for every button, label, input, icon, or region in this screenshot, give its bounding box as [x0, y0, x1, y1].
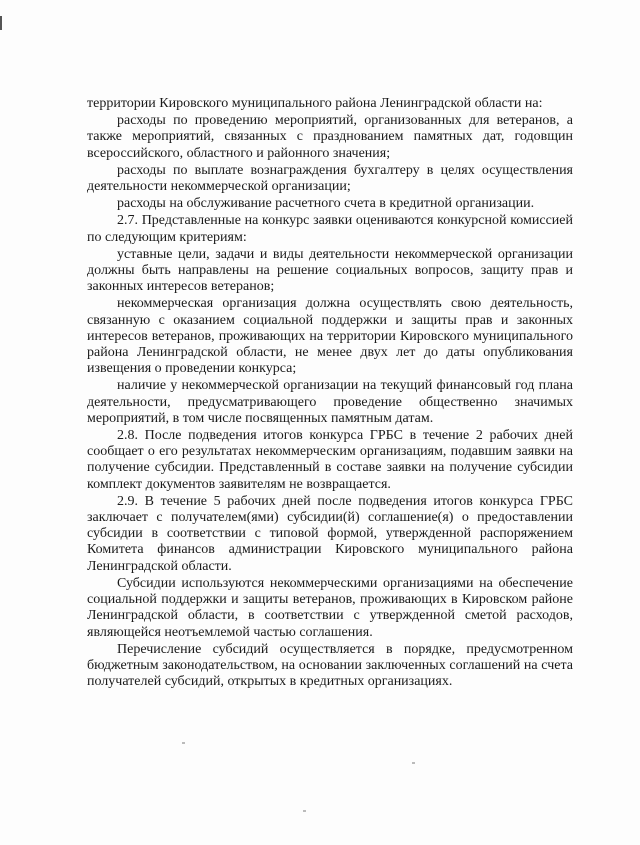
paragraph: 2.9. В течение 5 рабочих дней после подведения итогов конкурса ГРБС заключает с получателем(ями) субсидии(й) соглашение(я) о предоставлении субсидии в соответствии с типовой формой, утвержденной распоряжением Комитета финансов администрации Кировского муниципального района Ленинградской области.	[87, 493, 573, 574]
paragraph: 2.7. Представленные на конкурс заявки оцениваются конкурсной комиссией по следующим критериям:	[87, 213, 573, 245]
paragraph: 2.8. После подведения итогов конкурса ГРБС в течение 2 рабочих дней сообщает о его результатах некоммерческим организациям, подавшим заявки на получение субсидии. Представленный в составе заявки на получение субсидии комплект документов заявителям не возвращается.	[87, 428, 573, 492]
paragraph: наличие у некоммерческой организации на текущий финансовый год плана деятельности, предусматривающего проведение общественно значимых мероприятий, в том числе посвященных памятным датам.	[87, 378, 573, 426]
paragraph: расходы на обслуживание расчетного счета в кредитной организации.	[117, 196, 535, 212]
scan-speck	[412, 762, 415, 764]
paragraph: расходы по выплате вознаграждения бухгалтеру в целях осуществления деятельности некоммерческой организации;	[87, 162, 573, 195]
paragraph: расходы по проведению мероприятий, организованных для ветеранов, а также мероприятий, связанных с празднованием памятных дат, годовщин всероссийского, областного и районного значения;	[87, 113, 573, 161]
scan-speck	[182, 742, 185, 744]
scan-edge-mark	[0, 16, 2, 30]
scan-speck	[303, 810, 306, 812]
paragraph: уставные цели, задачи и виды деятельности некоммерческой организации должны быть направлены на решение социальных вопросов, защиту прав и законных интересов ветеранов;	[87, 246, 573, 295]
paragraph: Перечисление субсидий осуществляется в порядке, предусмотренном бюджетным законодательством, на основании заключенных соглашений на счета получателей субсидий, открытых в кредитных организациях.	[87, 641, 573, 690]
paragraph: территории Кировского муниципального района Ленинградской области на:	[87, 96, 543, 111]
document-body	[87, 96, 573, 691]
paragraph: Субсидии используются некоммерческими организациями на обеспечение социальной поддержки и защиты ветеранов, проживающих в Кировском районе Ленинградской области, в соответствии с утвержденной сметой расходов, являющейся неотъемлемой частью соглашения.	[87, 575, 573, 640]
paragraph: некоммерческая организация должна осуществлять свою деятельность, связанную с оказанием социальной поддержки и защиты прав и законных интересов ветеранов, проживающих на территории Кировского муниципального района Ленинградской области, не менее двух лет до даты опубликования извещения о проведении конкурса;	[87, 296, 573, 377]
